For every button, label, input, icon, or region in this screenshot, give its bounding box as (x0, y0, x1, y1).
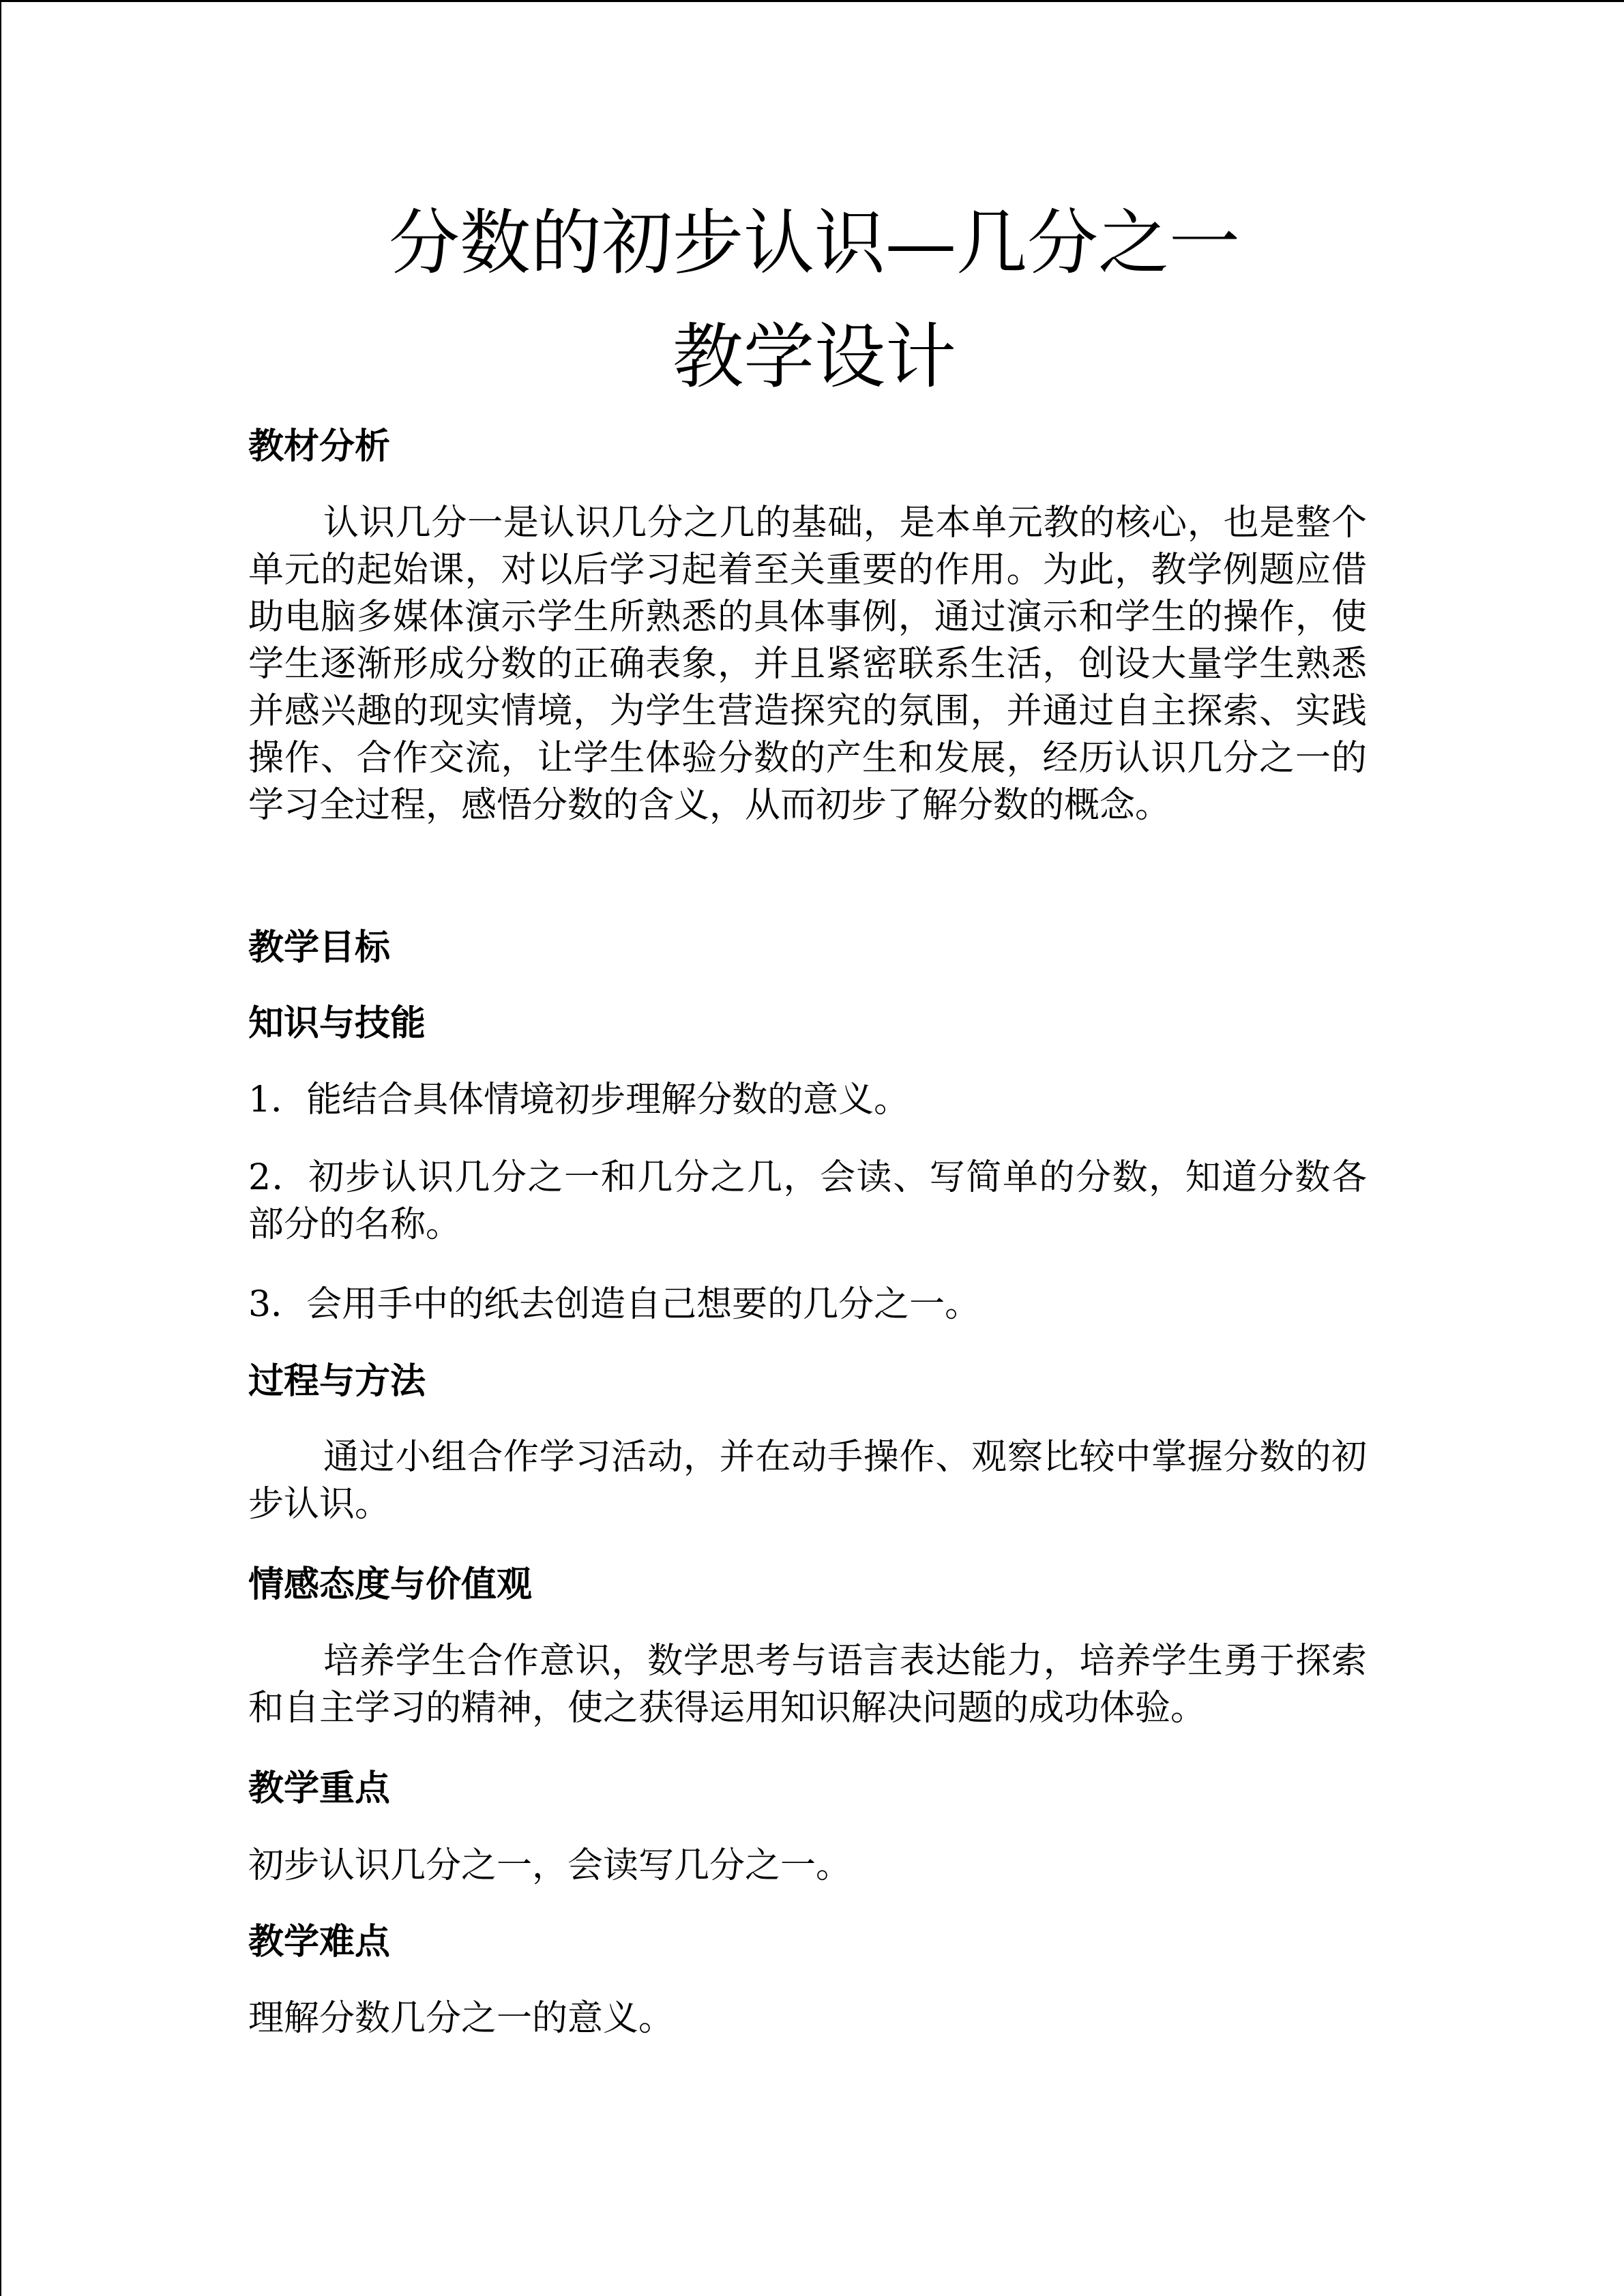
paragraph-material-analysis: 认识几分一是认识几分之几的基础，是本单元教的核心，也是整个单元的起始课，对以后学习起着至关重要的作用。为此，教学例题应借助电脑多媒体演示学生所熟悉的具体事例，通过演示和学生的操作，使学生逐渐形成分数的正确表象，并且紧密联系生活，创设大量学生熟悉并感兴趣的现实情境，为学生营造探究的氛围，并通过自主探索、实践操作、合作交流，让学生体验分数的产生和发展，经历认识几分之一的学习全过程，感悟分数的含义，从而初步了解分数的概念。 (248, 503, 1367, 826)
list-item-knowledge-3: 3．会用手中的纸去创造自己想要的几分之一。 (248, 1284, 981, 1325)
heading-material-analysis: 教材分析 (248, 426, 391, 467)
document-title: 分数的初步认识—几分之一 (388, 201, 1240, 284)
heading-teaching-goals: 教学目标 (248, 927, 391, 968)
heading-key-point: 教学重点 (248, 1768, 391, 1809)
paragraph-process-methods: 通过小组合作学习活动，并在动手操作、观察比较中掌握分数的初步认识。 (248, 1437, 1367, 1525)
paragraph-emotion-values: 培养学生合作意识，数学思考与语言表达能力，培养学生勇于探索和自主学习的精神，使之获得运用知识解决问题的成功体验。 (248, 1641, 1367, 1729)
heading-process-methods: 过程与方法 (248, 1361, 426, 1402)
heading-knowledge-skills: 知识与技能 (248, 1003, 426, 1044)
heading-difficulty: 教学难点 (248, 1922, 391, 1963)
paragraph-difficulty: 理解分数几分之一的意义。 (248, 1998, 675, 2039)
list-item-knowledge-2: 2．初步认识几分之一和几分之几，会读、写简单的分数，知道分数各部分的名称。 (248, 1157, 1367, 1245)
paragraph-key-point: 初步认识几分之一，会读写几分之一。 (248, 1845, 852, 1886)
list-item-knowledge-1: 1．能结合具体情境初步理解分数的意义。 (248, 1079, 910, 1120)
heading-emotion-values: 情感态度与价值观 (248, 1564, 533, 1605)
document-subtitle: 教学设计 (672, 315, 956, 398)
